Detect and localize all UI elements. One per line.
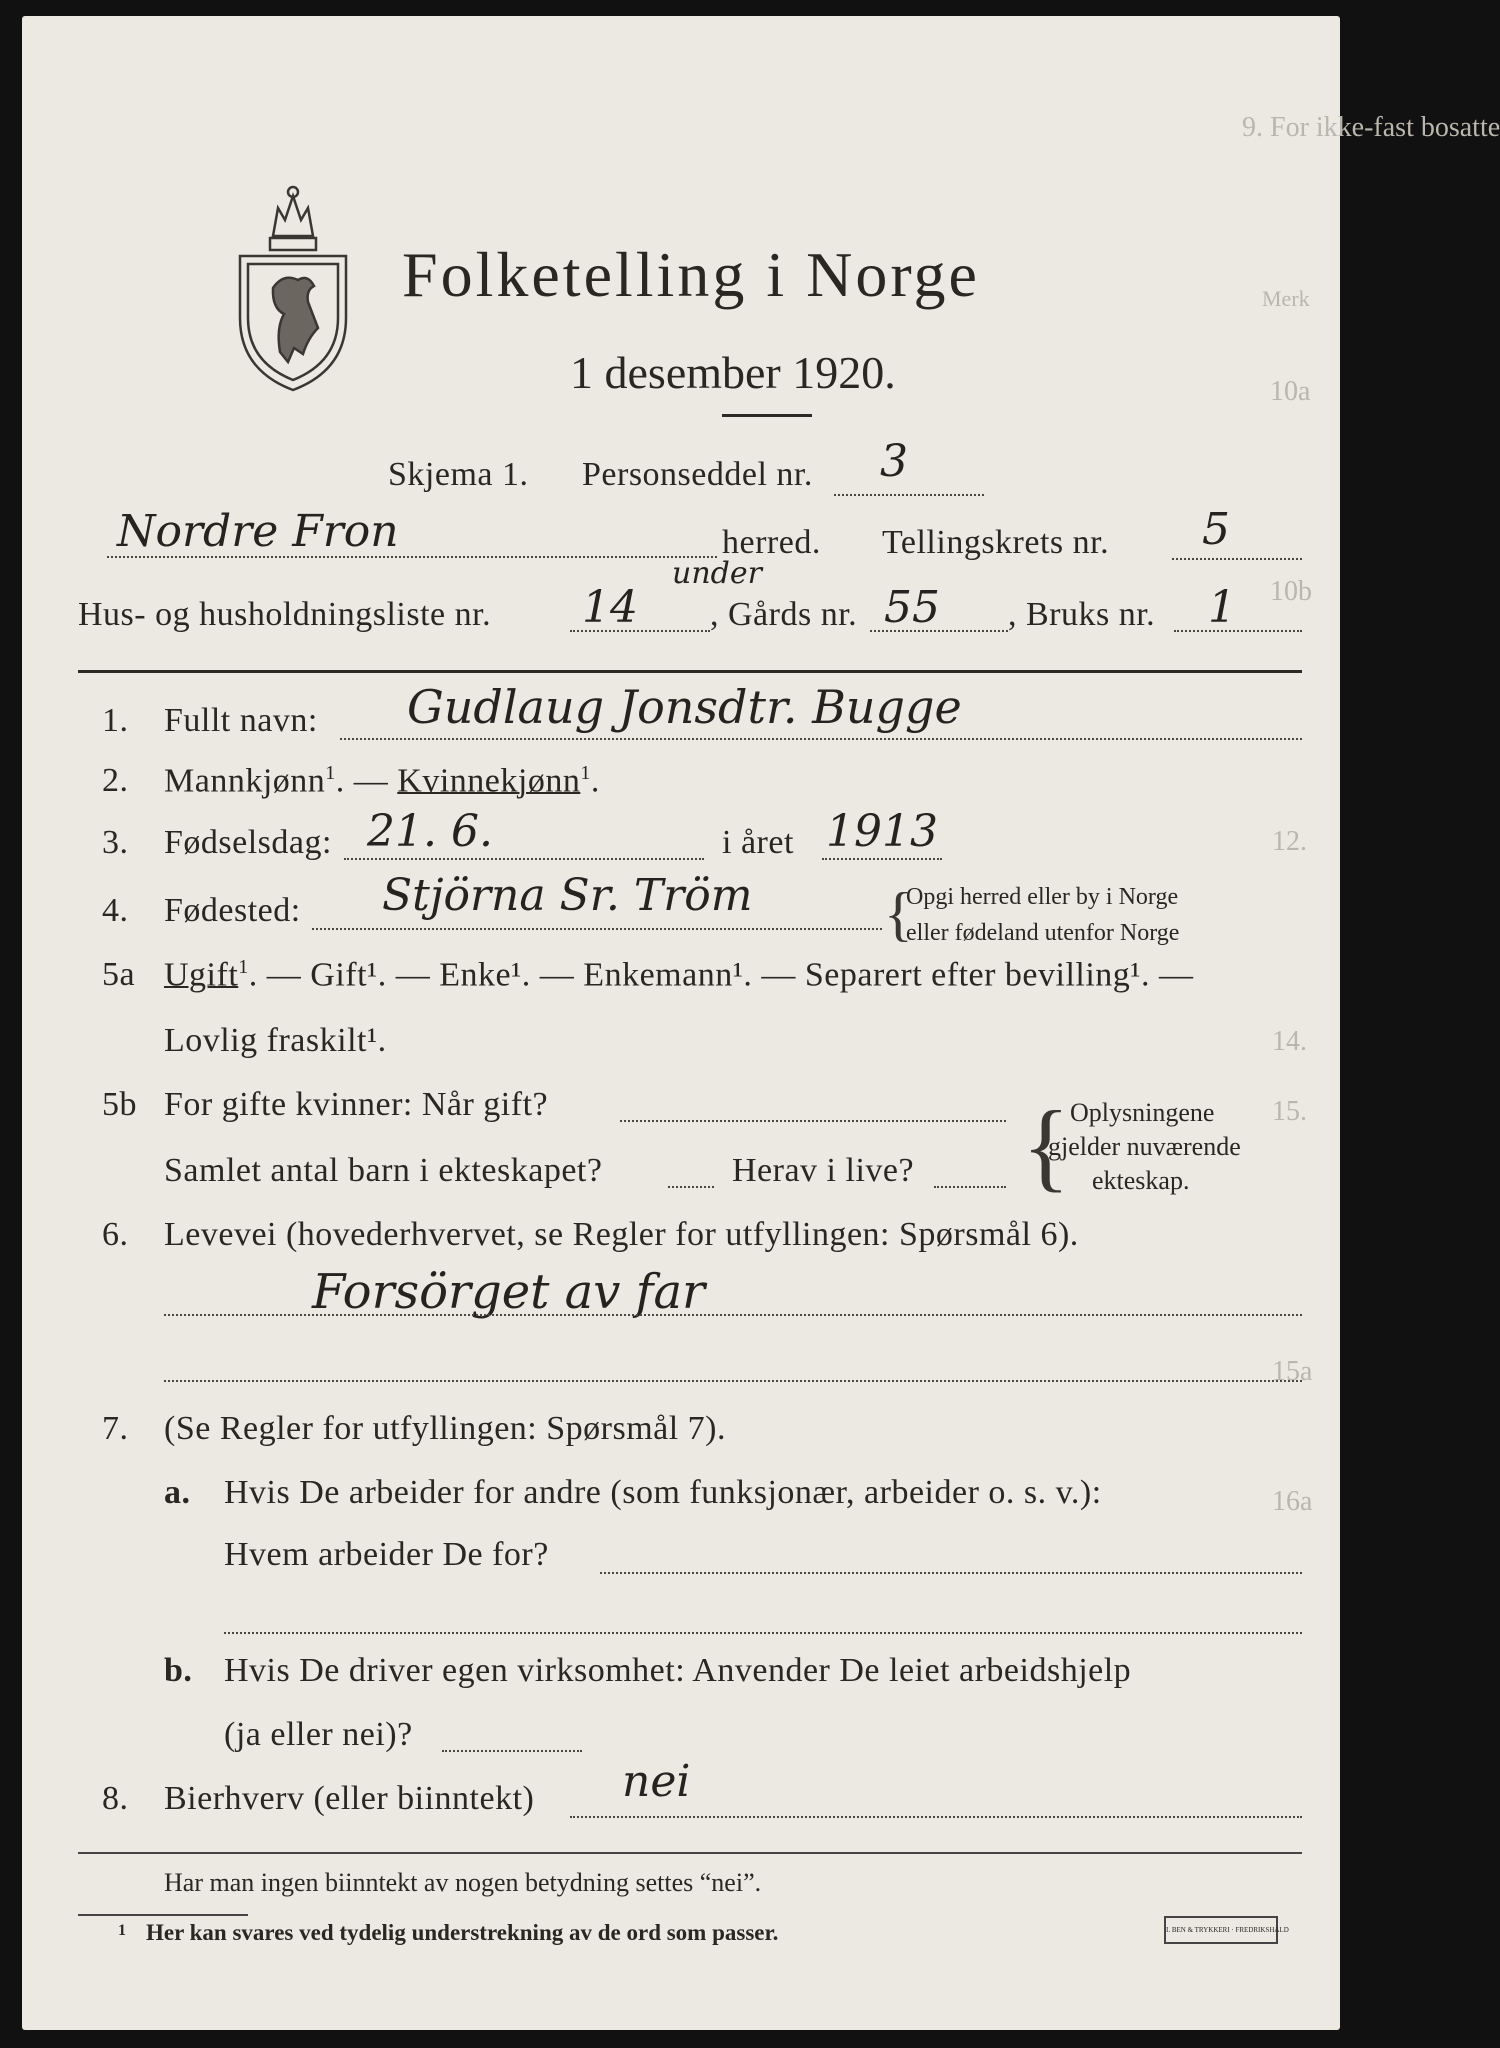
q5a-number: 5a (102, 956, 136, 993)
bleed-text: Merk (1262, 286, 1310, 311)
q8-line (570, 1816, 1302, 1818)
schema-label: Skjema 1. (388, 456, 529, 493)
q3-label: Fødselsdag: (164, 824, 332, 861)
printer-stamp: I. BEN & TRYKKERI · FREDRIKSHALD (1164, 1916, 1278, 1944)
q5a-line2: Lovlig fraskilt¹. (164, 1022, 387, 1059)
bruks-label: , Bruks nr. (1008, 596, 1156, 633)
q4-brace: { (884, 881, 913, 947)
q2-end: . (590, 762, 600, 800)
q5b-label-3: Herav i live? (732, 1152, 915, 1189)
q4-note-1: Opgi herred eller by i Norge (906, 884, 1179, 910)
q7a-number: a. (164, 1474, 191, 1511)
personseddel-line (834, 494, 984, 496)
q2-female-sup: 1 (580, 762, 591, 784)
q4-number: 4. (102, 892, 129, 929)
footnote-mark: 1 (118, 1922, 126, 1939)
herred-label: herred. (722, 524, 821, 561)
tellingskrets-label: Tellingskrets nr. (882, 524, 1110, 561)
hus-label: Hus- og husholdningsliste nr. (78, 596, 492, 633)
q3-year-value: 1913 (826, 806, 938, 857)
census-form-page (22, 16, 1500, 2030)
gards-value: 55 (884, 582, 940, 633)
hus-annotation: under (672, 556, 762, 591)
q2-sep: — (344, 762, 398, 800)
q7a-line-2 (224, 1632, 1302, 1634)
footer-note: Har man ingen biinntekt av nogen betydning settes “nei”. (164, 1868, 762, 1897)
q2-female: Kvinnekjønn (397, 762, 581, 800)
bruks-value: 1 (1208, 582, 1236, 633)
q4-line (312, 928, 882, 930)
q4-value: Stjörna Sr. Tröm (382, 870, 753, 921)
q8-number: 8. (102, 1780, 129, 1817)
q5b-brace: { (1022, 1090, 1070, 1201)
q7b-label: Hvis De driver egen virksomhet: Anvender De leiet arbeidshjelp (224, 1652, 1132, 1689)
q7-label: (Se Regler for utfyllingen: Spørsmål 7). (164, 1410, 727, 1447)
q1-value: Gudlaug Jonsdtr. Bugge (407, 680, 962, 734)
tellingskrets-line (1172, 558, 1302, 560)
q5a-ugift: Ugift (164, 956, 239, 994)
q1-label: Fullt navn: (164, 702, 318, 739)
q7a-line-1 (600, 1572, 1302, 1574)
form-title: Folketelling i Norge (402, 239, 980, 310)
bleed-text: 12. (1272, 826, 1307, 857)
personseddel-value: 3 (880, 436, 908, 487)
gards-label: , Gårds nr. (710, 596, 858, 633)
q7a-label: Hvis De arbeider for andre (som funksjonær, arbeider o. s. v.): (224, 1474, 1102, 1511)
herred-value: Nordre Fron (117, 506, 399, 557)
q2-dot: . (335, 762, 345, 800)
q5a-rest: — Gift¹. — Enke¹. — Enkemann¹. — Separert efter bevilling¹. — (257, 956, 1194, 994)
footnote-text: Her kan svares ved tydelig understrekning av de ord som passer. (146, 1920, 779, 1945)
q6-line-2 (164, 1380, 1302, 1382)
q5b-line-2 (668, 1186, 714, 1188)
q5b-note-3: ekteskap. (1092, 1166, 1190, 1195)
q4-label: Fødested: (164, 892, 301, 929)
q5a-text: Ugift$^1$. — Gift¹. — Enke¹. — Enkemann¹. — Separert efter bevilling¹. — (164, 956, 1194, 994)
q5b-line-1 (620, 1120, 1006, 1122)
q2-text (164, 762, 600, 800)
q6-number: 6. (102, 1216, 129, 1253)
bleed-text: 14. (1272, 1026, 1307, 1057)
q5b-line-3 (934, 1186, 1006, 1188)
q3-line (344, 858, 704, 860)
personseddel-label: Personseddel nr. (582, 456, 813, 493)
bleed-text: 15. (1272, 1096, 1307, 1127)
q7b-number: b. (164, 1652, 193, 1689)
coat-of-arms-icon (228, 178, 358, 398)
form-date: 1 desember 1920. (570, 347, 896, 398)
hus-value: 14 (582, 582, 638, 633)
q6-line-1 (164, 1314, 1302, 1316)
q7a-question: Hvem arbeider De for? (224, 1536, 549, 1573)
footnote-rule (78, 1914, 248, 1916)
bleed-text: 15a (1272, 1356, 1313, 1387)
q4-note-2: eller fødeland utenfor Norge (906, 920, 1180, 946)
q7b-question: (ja eller nei)? (224, 1716, 413, 1753)
q5b-note-2: gjelder nuværende (1048, 1132, 1241, 1161)
q1-line (340, 738, 1302, 740)
bleed-text: 10a (1270, 376, 1311, 407)
q7-number: 7. (102, 1410, 129, 1447)
header-divider (78, 670, 1302, 673)
q5b-label-1: For gifte kvinner: Når gift? (164, 1086, 549, 1123)
q1-number: 1. (102, 702, 129, 739)
bleed-text: 16a (1272, 1486, 1313, 1517)
q2-male-sup: 1 (325, 762, 336, 784)
q7b-line (442, 1750, 582, 1752)
bruks-line (1174, 630, 1302, 632)
title-rule (722, 414, 812, 417)
q6-value: Forsörget av far (312, 1264, 705, 1320)
q2-number: 2. (102, 762, 129, 799)
q5b-note-1: Oplysningene (1070, 1098, 1215, 1127)
q3-year-line (822, 858, 942, 860)
q8-label: Bierhverv (eller biinntekt) (164, 1780, 535, 1817)
q6-label: Levevei (hovederhvervet, se Regler for utfyllingen: Spørsmål 6). (164, 1216, 1079, 1253)
q2-male: Mannkjønn (164, 762, 326, 800)
q8-value: nei (622, 1756, 691, 1807)
tellingskrets-value: 5 (1202, 504, 1230, 555)
q3-value: 21. 6. (367, 806, 493, 857)
bleed-text: 9. For ikke-fast bosatte (1242, 112, 1500, 143)
footer-divider (78, 1852, 1302, 1854)
q5b-number: 5b (102, 1086, 137, 1123)
bleed-text: 10b (1270, 576, 1312, 607)
q3-year-label: i året (722, 824, 794, 861)
q3-number: 3. (102, 824, 129, 861)
q5b-label-2: Samlet antal barn i ekteskapet? (164, 1152, 603, 1189)
